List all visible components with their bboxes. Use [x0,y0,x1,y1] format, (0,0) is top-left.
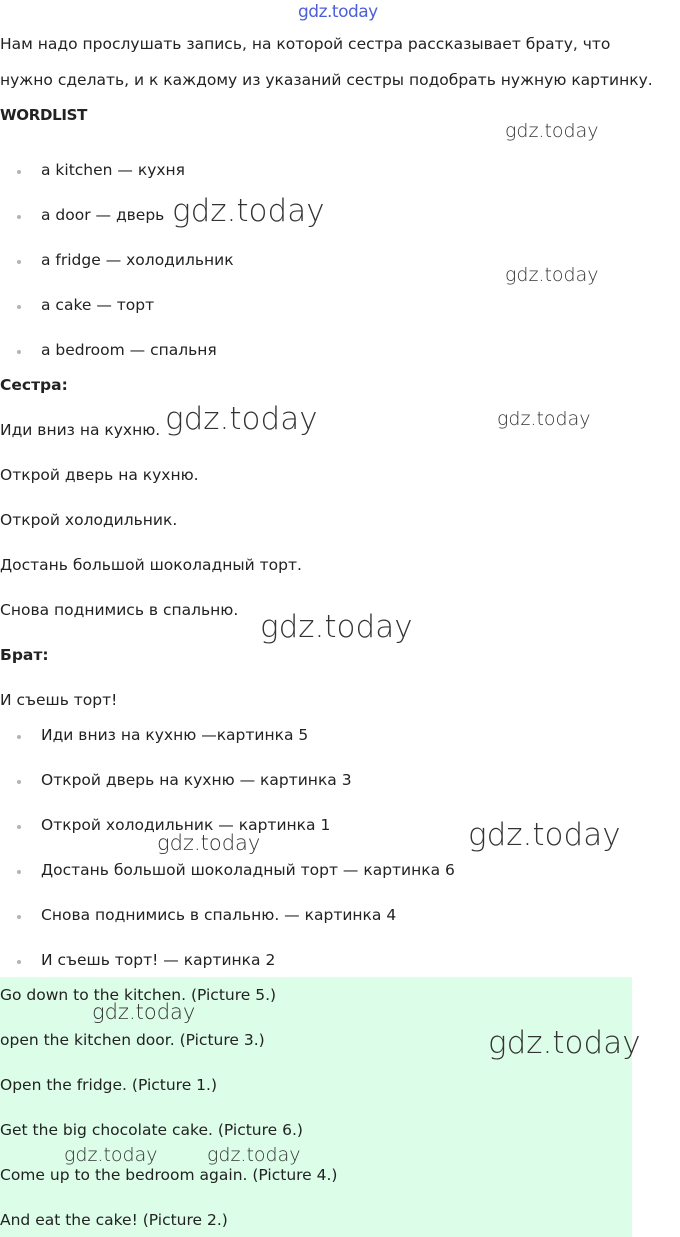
english-line: And eat the cake! (Picture 2.) [0,1211,228,1229]
intro-line-2: нужно сделать, и к каждому из указаний сестры подобрать нужную картинку. [0,71,653,89]
watermark: gdz.today [260,609,413,645]
watermark: gdz.today [157,831,261,855]
bullet-icon [17,215,21,219]
bullet-icon [17,735,21,739]
document-page: gdz.today Нам надо прослушать запись, на которой сестра рассказывает брату, что нужно сделать, и к каждому из указаний сестры подобрать нужную картинку. WORDLIST a kitchen — кухня a door — дверь a fridge — холодильник a cake — торт a bedroom — спальня Сестра: Иди вниз на кухню. Открой дверь на кухню. Открой холодильник. Достань большой шоколадный торт. Снова поднимись в спальню. Брат: И съешь торт! Иди вниз на кухню —картинка 5 Открой дверь на кухню — картинка 3 Открой холодильник — картинка 1 Достань большой шоколадный торт — картинка 6 Снова поднимись в спальню. — картинка 4 И съешь торт! — картинка 2 Go down to the kitchen. (Picture 5.) open the kitchen door. (Picture 3.) Open the fridge. (Picture 1.) Get the big chocolate cake. (Picture 6.) Come up to the bedroom again. (Picture 4.) And eat the cake! (Picture 2.) gdz.today gdz.today gdz.today gdz.today gdz.today gdz.today gdz.today gdz.today gdz.today gdz.today gdz.today gdz.today [0,0,680,1237]
watermark: gdz.today [497,408,591,430]
bullet-icon [17,350,21,354]
english-line: Open the fridge. (Picture 1.) [0,1076,218,1094]
watermark: gdz.today [505,120,599,142]
top-watermark: gdz.today [298,2,378,22]
bullet-icon [17,960,21,964]
bullet-icon [17,780,21,784]
wordlist-heading: WORDLIST [0,106,88,124]
bullet-icon [17,915,21,919]
watermark: gdz.today [505,264,599,286]
brother-line: И съешь торт! [0,691,118,709]
sister-line: Открой дверь на кухню. [0,466,199,484]
english-line: Get the big chocolate cake. (Picture 6.) [0,1121,303,1139]
brother-label: Брат: [0,646,49,664]
intro-line-1: Нам надо прослушать запись, на которой сестра рассказывает брату, что [0,35,611,53]
sister-line: Снова поднимись в спальню. [0,601,239,619]
bullet-icon [17,260,21,264]
watermark: gdz.today [64,1144,158,1166]
english-line: open the kitchen door. (Picture 3.) [0,1031,265,1049]
bullet-icon [17,870,21,874]
bullet-icon [17,170,21,174]
watermark: gdz.today [92,1000,196,1024]
english-line: Come up to the bedroom again. (Picture 4.) [0,1166,338,1184]
watermark: gdz.today [165,401,318,437]
sister-label: Сестра: [0,376,68,394]
watermark: gdz.today [488,1025,641,1061]
bullet-icon [17,825,21,829]
sister-line: Открой холодильник. [0,511,178,529]
watermark: gdz.today [172,193,325,229]
watermark: gdz.today [468,817,621,853]
sister-line: Достань большой шоколадный торт. [0,556,302,574]
sister-line: Иди вниз на кухню. [0,421,161,439]
bullet-icon [17,305,21,309]
watermark: gdz.today [207,1144,301,1166]
english-line: Go down to the kitchen. (Picture 5.) [0,986,277,1004]
